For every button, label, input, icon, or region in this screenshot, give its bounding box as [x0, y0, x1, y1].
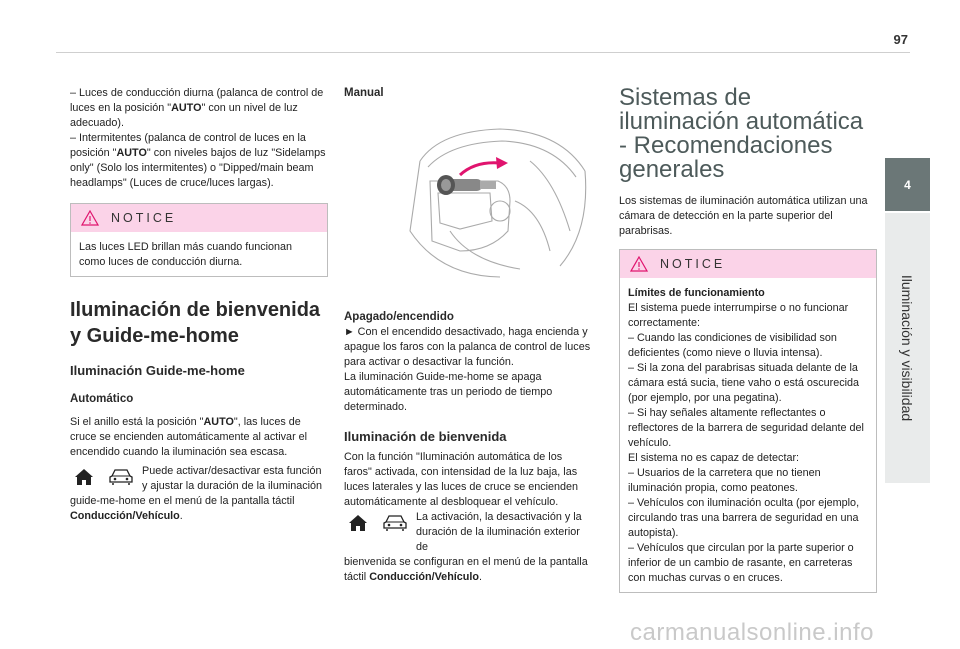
arrow-icon — [496, 157, 508, 169]
lever — [437, 175, 496, 195]
notice-body — [620, 278, 876, 592]
limit-line: – Si hay señales altamente reflectantes o reflectores de la barrera de seguridad delante del vehículo. — [628, 407, 864, 449]
settings-note-rest: guide-me-home en el menú de la pantalla táctil Conducción/Vehículo. — [70, 495, 295, 522]
notice-label: NOTICE — [660, 256, 726, 271]
settings-note-inline: Puede activar/desactivar esta función y ajustar la duración de la iluminación — [142, 465, 323, 492]
intro-text: Los sistemas de iluminación automática utilizan una cámara de detección en la parte superior del parabrisas. — [619, 195, 868, 237]
column-1 — [70, 86, 328, 524]
watermark: carmanualsonline.info — [630, 619, 874, 646]
limits-heading: Límites de funcionamiento — [628, 287, 765, 299]
auto-paragraph: Si el anillo está la posición "AUTO", las luces de cruce se encienden automáticamente al activar el encendido cuando la iluminación sea escasa. — [70, 416, 308, 458]
column-3 — [619, 86, 877, 593]
notice-label: NOTICE — [111, 210, 177, 225]
notice-text: Las luces LED brillan más cuando funcionan como luces de conducción diurna. — [79, 241, 293, 268]
settings-note — [70, 464, 328, 494]
bullet-sidelamps: – Intermitentes (palanca de control de luces en la posición "AUTO" con niveles bajos de luz "Sidelamps only" (Solo los intermitentes) o "Dipped/main beam headlamps" (Luces de cruce/luces largas). — [70, 132, 326, 189]
notice-box — [70, 203, 328, 277]
notice-header — [71, 204, 327, 232]
menu-icons — [70, 464, 142, 488]
section-title-auto-lighting: Sistemas de iluminación automática - Recomendaciones generales — [619, 84, 864, 183]
manual-heading: Manual — [344, 87, 384, 99]
menu-icons — [344, 510, 416, 534]
welcome-heading: Iluminación de bienvenida — [344, 429, 507, 444]
page-number: 97 — [893, 32, 908, 47]
onoff-text: ► Con el encendido desactivado, haga encienda y apague los faros con la palanca de control de luces para activar o desactivar la función. — [344, 326, 591, 368]
warning-icon — [630, 256, 648, 272]
bullet-daytime-lights: – Luces de conducción diurna (palanca de control de luces en la posición "AUTO" con un nivel de luz adecuado). — [70, 87, 324, 129]
onoff-text-2: La iluminación Guide-me-home se apaga automáticamente tras un periodo de tiempo determinado. — [344, 371, 553, 413]
notice-header — [620, 250, 876, 278]
auto-heading: Automático — [70, 393, 134, 405]
car-icon — [382, 512, 408, 532]
steering-lever-illustration — [380, 101, 590, 279]
section-title: Iluminación de bienvenida y Guide-me-home — [70, 299, 321, 347]
welcome-text: Con la función "Iluminación automática de los faros" activada, con intensidad de la luz baja, las luces laterales y las luces de cruce se encienden automáticamente al desbloquear el vehículo. — [344, 451, 579, 508]
notice-box — [619, 249, 877, 593]
limit-line: El sistema no es capaz de detectar: — [628, 452, 800, 464]
welcome-note-inline: La activación, la desactivación y la duración de la iluminación exterior de — [416, 511, 582, 553]
limit-line: – Vehículos con iluminación oculta (por ejemplo, circulando tras una barrera de seguridad en una autopista). — [628, 497, 860, 539]
limit-line: El sistema puede interrumpirse o no funcionar correctamente: — [628, 302, 849, 329]
welcome-note-rest: bienvenida se configuran en el menú de la pantalla táctil Conducción/Vehículo. — [344, 556, 588, 583]
welcome-settings-note — [344, 510, 592, 555]
chapter-tab-number — [885, 158, 930, 211]
car-icon — [108, 466, 134, 486]
chapter-number: 4 — [904, 177, 911, 192]
column-2 — [344, 86, 592, 585]
home-icon — [74, 468, 94, 486]
limit-line: – Cuando las condiciones de visibilidad son deficientes (como nieve o lluvia intensa). — [628, 332, 837, 359]
limit-line: – Vehículos que circulan por la parte superior o inferior de un cambio de rasante, en carreteras con muchas curvas o en cruces. — [628, 542, 854, 584]
limit-line: – Usuarios de la carretera que no tienen iluminación propia, como peatones. — [628, 467, 821, 494]
header-rule — [56, 52, 910, 53]
home-icon — [348, 514, 368, 532]
chapter-tab-label: Iluminación y visibilidad — [899, 274, 915, 422]
onoff-heading: Apagado/encendido — [344, 311, 454, 323]
subsection-title: Iluminación Guide-me-home — [70, 363, 245, 378]
warning-icon — [81, 210, 99, 226]
limit-line: – Si la zona del parabrisas situada delante de la cámara está sucia, tiene vaho o está oscurecida (por ejemplo, por una pegatina). — [628, 362, 860, 404]
